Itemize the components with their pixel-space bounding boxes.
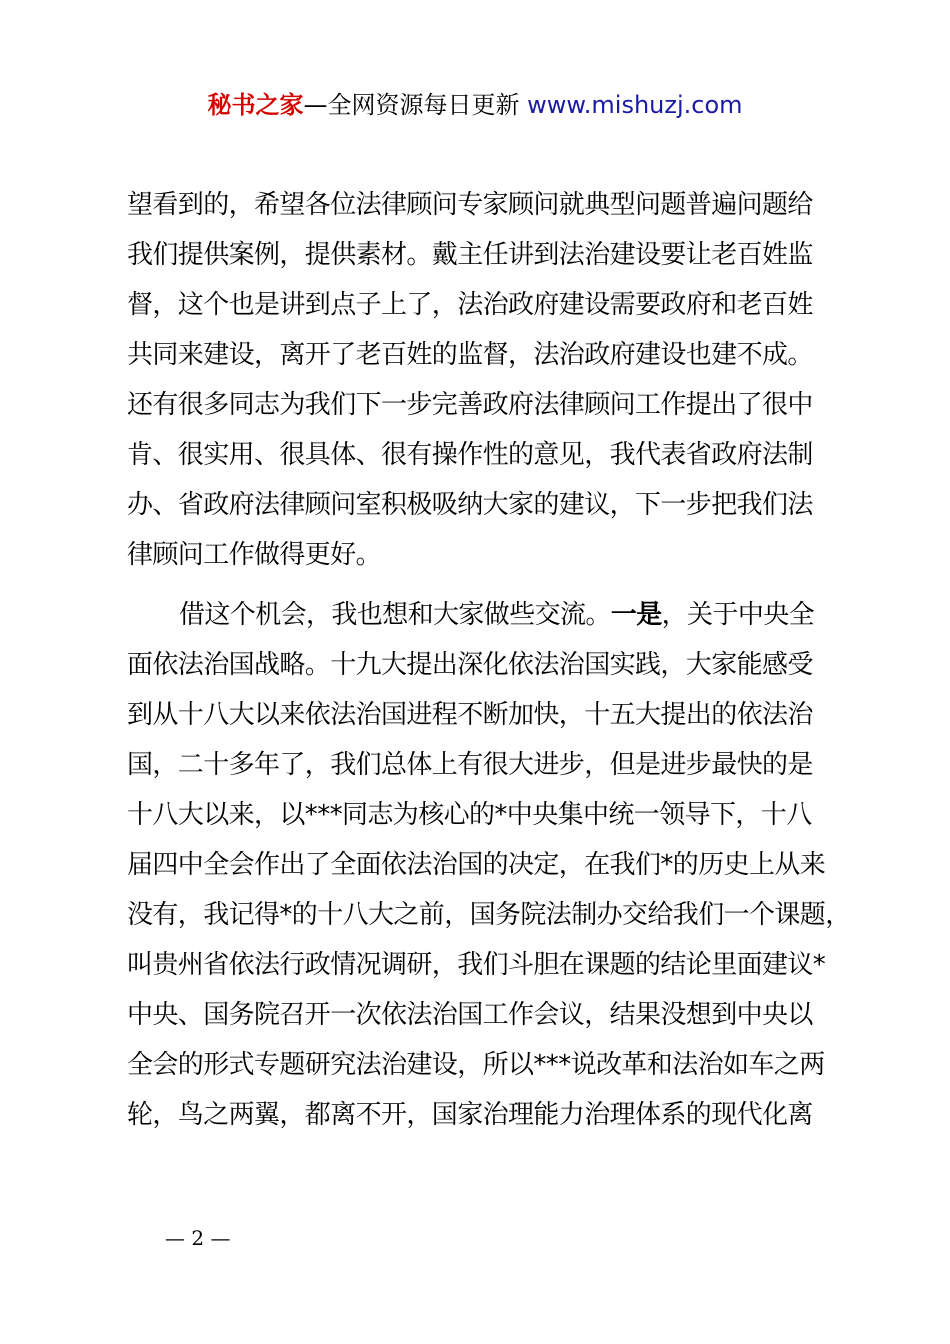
text-line: 我们提供案例，提供素材。戴主任讲到法治建设要让老百姓监 [127, 240, 813, 270]
text-line: 中央、国务院召开一次依法治国工作会议，结果没想到中央以 [127, 1000, 813, 1030]
text-segment: ，关于中央全 [661, 600, 815, 630]
text-line: 到从十八大以来依法治国进程不断加快，十五大提出的依法治 [127, 700, 813, 730]
text-line: 办、省政府法律顾问室积极吸纳大家的建议，下一步把我们法 [127, 490, 813, 520]
site-url-link[interactable]: www.mishuzj.com [527, 91, 743, 119]
text-line: 十八大以来，以***同志为核心的*中央集中统一领导下，十八 [127, 800, 812, 830]
text-segment: 借这个机会，我也想和大家做些交流。 [179, 600, 611, 630]
brand-name: 秘书之家 [207, 91, 304, 119]
page-number: — 2 — [165, 1226, 231, 1250]
text-line: 面依法治国战略。十九大提出深化依法治国实践，大家能感受 [127, 650, 813, 680]
text-line: 督，这个也是讲到点子上了，法治政府建设需要政府和老百姓 [127, 290, 813, 320]
text-line: 肯、很实用、很具体、很有操作性的意见，我代表省政府法制 [127, 440, 813, 470]
text-line: 还有很多同志为我们下一步完善政府法律顾问工作提出了很中 [127, 390, 813, 420]
site-header [0, 88, 950, 122]
text-line: 望看到的，希望各位法律顾问专家顾问就典型问题普遍问题给 [127, 190, 813, 220]
text-line: 没有，我记得*的十八大之前，国务院法制办交给我们一个课题， [127, 900, 851, 930]
text-line: 叫贵州省依法行政情况调研，我们斗胆在课题的结论里面建议* [127, 950, 826, 980]
text-line-first [127, 590, 837, 640]
text-line: 共同来建设，离开了老百姓的监督，法治政府建设也建不成。 [127, 340, 813, 370]
text-line: 全会的形式专题研究法治建设，所以***说改革和法治如车之两 [127, 1050, 825, 1080]
header-tagline: —全网资源每日更新 [303, 91, 528, 119]
text-line: 律顾问工作做得更好。 [127, 540, 382, 570]
text-line: 届四中全会作出了全面依法治国的决定，在我们*的历史上从来 [127, 850, 826, 880]
emphasis-point-one: 一是 [610, 600, 662, 630]
paragraph-1 [127, 180, 837, 580]
text-line: 国，二十多年了，我们总体上有很大进步，但是进步最快的是 [127, 750, 813, 780]
text-line: 轮，鸟之两翼，都离不开，国家治理能力治理体系的现代化离 [127, 1100, 813, 1130]
paragraph-2 [127, 590, 851, 1140]
